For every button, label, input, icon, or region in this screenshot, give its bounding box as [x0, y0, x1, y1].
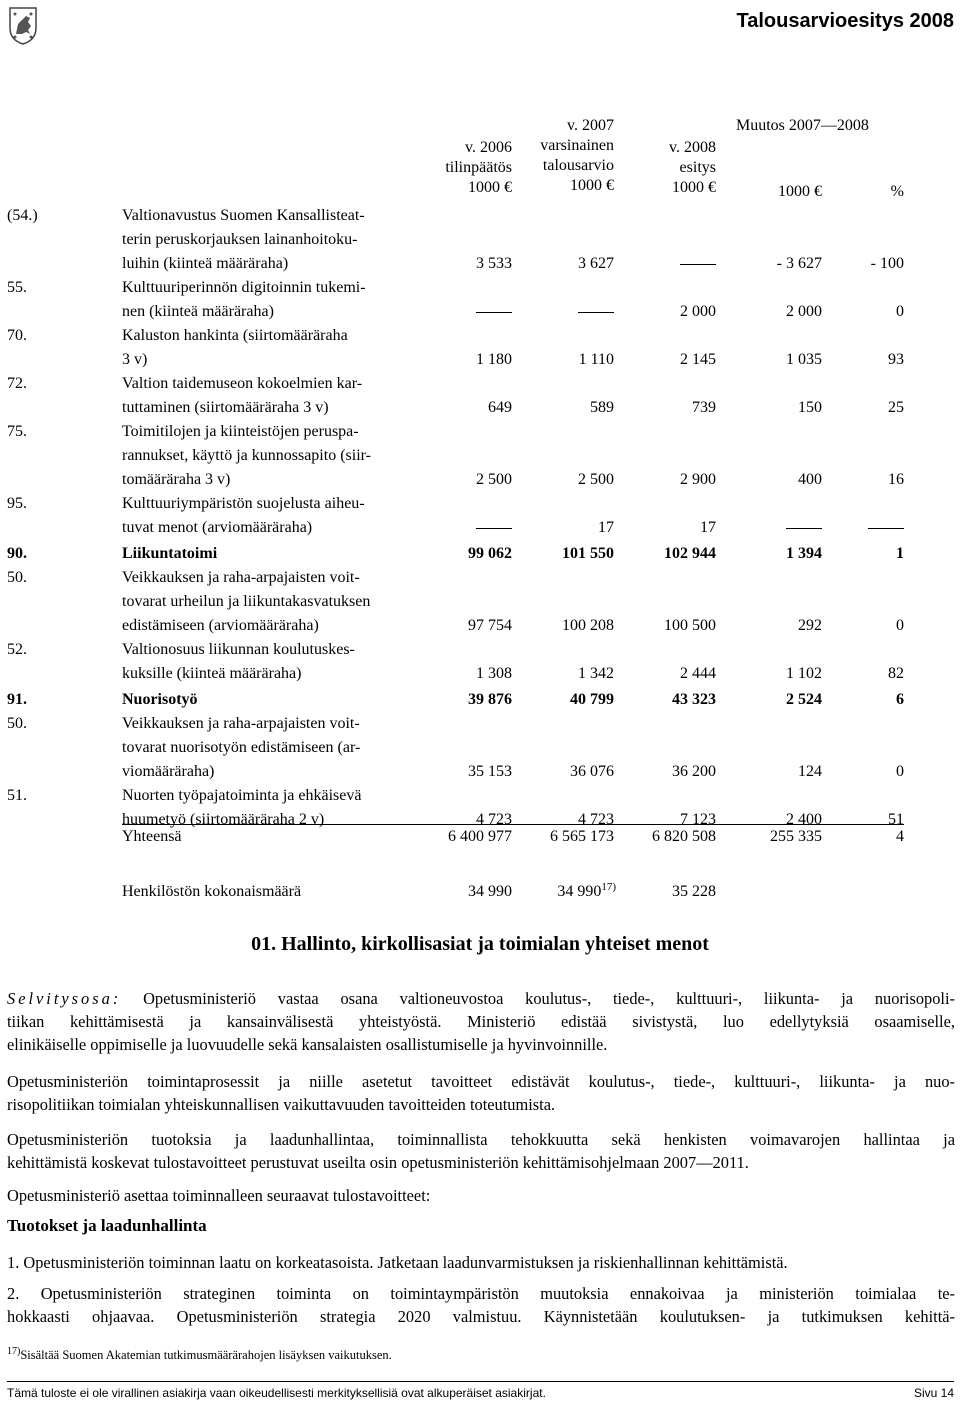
row-label: Nuorisotyö [122, 691, 198, 708]
row-value: 36 076 [570, 763, 614, 780]
row-label: Toimitilojen ja kiinteistöjen peruspa- [122, 423, 359, 440]
row-value: 0 [896, 617, 904, 634]
row-label: Valtion taidemuseon kokoelmien kar- [122, 375, 363, 392]
selvitysosa-label: Selvitysosa: [7, 989, 122, 1008]
row-value: 101 550 [562, 545, 614, 562]
dash-mark [578, 312, 614, 313]
paragraph-line: hokkaasti ohjaavaa. Opetusministeriön strategia 2020 valmistuu. Käynnistetään koulutuksen- ja tutkimuksen kehittä- [7, 1307, 955, 1326]
row-value: 25 [888, 399, 904, 416]
row-value: 1 308 [476, 665, 512, 682]
col-header-2008 [669, 138, 716, 198]
row-value: 649 [488, 399, 512, 416]
row-value: 4 723 [476, 811, 512, 828]
row-value: 589 [590, 399, 614, 416]
lion-crest-icon [4, 4, 42, 46]
row-value: 82 [888, 665, 904, 682]
paragraph-2 [7, 1070, 955, 1116]
row-code: 70. [7, 327, 27, 344]
row-value [786, 518, 822, 538]
dash-mark [476, 528, 512, 529]
row-label: Kaluston hankinta (siirtomääräraha [122, 327, 348, 344]
row-value [868, 518, 904, 538]
section-title: 01. Hallinto, kirkollisasiat ja toimialan yhteiset menot [251, 933, 709, 955]
col-header-percent: % [890, 183, 904, 200]
col-header-line: esitys [679, 159, 716, 176]
row-value: 739 [692, 399, 716, 416]
row-label: nen (kiinteä määräraha) [122, 303, 274, 320]
row-value: 124 [798, 763, 822, 780]
total-value: 6 400 977 [448, 828, 512, 845]
row-value: 16 [888, 471, 904, 488]
row-label: tovarat urheilun ja liikuntakasvatuksen [122, 593, 371, 610]
row-value: 51 [888, 811, 904, 828]
col-header-line: 1000 € [468, 179, 512, 196]
row-value: 1 102 [786, 665, 822, 682]
row-label: tomääräraha 3 v) [122, 471, 231, 488]
total-value: 6 820 508 [652, 828, 716, 845]
row-value: 3 533 [476, 255, 512, 272]
row-code: (54.) [7, 207, 38, 224]
row-label: Nuorten työpajatoiminta ja ehkäisevä [122, 787, 362, 804]
row-value: 39 876 [468, 691, 512, 708]
col-header-2006 [445, 138, 512, 198]
row-label: tuttaminen (siirtomääräraha 3 v) [122, 399, 329, 416]
page-number: Sivu 14 [913, 1386, 954, 1400]
row-label: huumetyö (siirtomääräraha 2 v) [122, 811, 325, 828]
row-value: 2 500 [476, 471, 512, 488]
row-label: Kulttuuriympäristön suojelusta aiheu- [122, 495, 365, 512]
row-label: rannukset, käyttö ja kunnossapito (siir- [122, 447, 371, 464]
row-value: 3 627 [578, 255, 614, 272]
footnote-ref: 17) [601, 881, 616, 893]
total-value: 4 [896, 828, 904, 845]
row-code: 95. [7, 495, 27, 512]
col-header-line: v. 2006 [465, 139, 512, 156]
col-header-2007 [540, 116, 614, 196]
row-value: 102 944 [664, 545, 716, 562]
row-value: 4 723 [578, 811, 614, 828]
row-value: 1 035 [786, 351, 822, 368]
row-label: 3 v) [122, 351, 148, 368]
row-code: 50. [7, 569, 27, 586]
row-value [578, 302, 614, 322]
row-code: 50. [7, 715, 27, 732]
dash-mark [786, 528, 822, 529]
paragraph-line: Opetusministeriö asettaa toiminnalleen seuraavat tulostavoitteet: [7, 1186, 431, 1205]
paragraph-4 [7, 1184, 955, 1207]
row-value: 2 500 [578, 471, 614, 488]
row-label: viomääräraha) [122, 763, 215, 780]
row-value: 0 [896, 763, 904, 780]
row-value: 1 180 [476, 351, 512, 368]
total-label: Yhteensä [122, 828, 182, 845]
dash-mark [680, 264, 716, 265]
paragraph-line: 2. Opetusministeriön strateginen toiminta on toimintaympäristön muutoksia ennakoivaa ja ministeriön toimialaa te- [7, 1284, 955, 1303]
row-value: 0 [896, 303, 904, 320]
row-value: 2 145 [680, 351, 716, 368]
row-value [476, 302, 512, 322]
row-code: 91. [7, 691, 27, 708]
row-code: 55. [7, 279, 27, 296]
row-value: 2 000 [786, 303, 822, 320]
row-value [476, 518, 512, 538]
col-header-line: v. 2007 [567, 117, 614, 134]
row-code: 51. [7, 787, 27, 804]
row-value: 7 123 [680, 811, 716, 828]
row-value: 2 900 [680, 471, 716, 488]
row-label: Veikkauksen ja raha-arpajaisten voit- [122, 715, 360, 732]
row-value: 150 [798, 399, 822, 416]
row-label: Veikkauksen ja raha-arpajaisten voit- [122, 569, 360, 586]
row-value: 97 754 [468, 617, 512, 634]
row-value: 1 394 [786, 545, 822, 562]
col-header-line: varsinainen [540, 137, 614, 154]
col-header-line: v. 2008 [669, 139, 716, 156]
col-header-line: 1000 € [672, 179, 716, 196]
col-header-change-unit: 1000 € [778, 183, 822, 200]
dash-mark [476, 312, 512, 313]
row-value: 2 400 [786, 811, 822, 828]
goal-item-2 [7, 1282, 955, 1328]
row-value: 400 [798, 471, 822, 488]
row-value: 2 444 [680, 665, 716, 682]
row-code: 72. [7, 375, 27, 392]
subheading: Tuotokset ja laadunhallinta [7, 1216, 207, 1235]
row-label: tuvat menot (arviomääräraha) [122, 519, 313, 536]
paragraph-line [7, 987, 955, 1010]
staff-value: 34 990 [557, 883, 602, 900]
paragraph-line: kehittämistä koskevat tulostavoitteet perustuvat useilta osin opetusministeriön kehittämisohjelmaan 2007—2011. [7, 1153, 749, 1172]
row-label: terin peruskorjauksen lainanhoitoku- [122, 231, 358, 248]
paragraph-selvitysosa [7, 987, 955, 1056]
row-value: 100 208 [562, 617, 614, 634]
staff-label: Henkilöstön kokonaismäärä [122, 883, 302, 900]
col-header-line: talousarvio [542, 157, 614, 174]
paragraph-line: 1. Opetusministeriön toiminnan laatu on korkeatasoista. Jatketaan laadunvarmistuksen ja riskienhallinnan kehittämistä. [7, 1253, 788, 1272]
footnote [7, 1346, 392, 1363]
document-title: Talousarvioesitys 2008 [736, 10, 954, 32]
row-label: edistämiseen (arviomääräraha) [122, 617, 319, 634]
row-value: 93 [888, 351, 904, 368]
total-rule [122, 824, 904, 825]
row-value: - 100 [870, 255, 904, 272]
paragraph-line: tiikan kehittämisestä ja kansainvälisestä yhteistyöstä. Ministeriö edistää sivistystä, luo edellytyksiä osaamiselle, [7, 1012, 955, 1031]
row-value: 1 110 [578, 351, 614, 368]
row-value: 40 799 [570, 691, 614, 708]
goal-item-1 [7, 1251, 955, 1274]
footnote-mark: 17) [7, 1346, 21, 1357]
footer-rule [7, 1381, 954, 1382]
row-label: Kulttuuriperinnön digitoinnin tukemi- [122, 279, 366, 296]
row-value: 292 [798, 617, 822, 634]
row-label: Valtionavustus Suomen Kansallisteat- [122, 207, 365, 224]
row-value: - 3 627 [776, 255, 822, 272]
row-value: 35 153 [468, 763, 512, 780]
row-value: 17 [598, 519, 614, 536]
row-value [680, 254, 716, 274]
staff-value-2006: 34 990 [468, 883, 512, 900]
dash-mark [868, 528, 904, 529]
row-code: 90. [7, 545, 27, 562]
row-label: luihin (kiinteä määräraha) [122, 255, 289, 272]
row-value: 17 [700, 519, 716, 536]
row-value: 99 062 [468, 545, 512, 562]
row-value: 43 323 [672, 691, 716, 708]
paragraph-line: risopolitiikan toimialan yhteiskunnallisen vaikuttavuuden tavoitteiden toteutumista. [7, 1095, 556, 1114]
paragraph-line: Opetusministeriön tuotoksia ja laadunhallintaa, toiminnallista tehokkuutta sekä henkisten voimavarojen hallintaa ja [7, 1130, 955, 1149]
row-code: 52. [7, 641, 27, 658]
row-code: 75. [7, 423, 27, 440]
staff-value-2008: 35 228 [672, 883, 716, 900]
col-header-line: 1000 € [570, 177, 614, 194]
row-value: 2 000 [680, 303, 716, 320]
row-label: kuksille (kiinteä määräraha) [122, 665, 302, 682]
row-value: 1 [896, 545, 904, 562]
total-value: 255 335 [770, 828, 822, 845]
row-value: 6 [896, 691, 904, 708]
paragraph-line: Opetusministeriön toimintaprosessit ja niille asetetut tavoitteet edistävät koulutus-, tiede-, kulttuuri-, liikunta- ja nuo- [7, 1072, 955, 1091]
row-label: Valtionosuus liikunnan koulutuskes- [122, 641, 355, 658]
row-value: 2 524 [786, 691, 822, 708]
row-label: Liikuntatoimi [122, 545, 218, 562]
text: Opetusministeriö vastaa osana valtioneuvostoa koulutus-, tiede-, kulttuuri-, liikunta- ja nuorisopoli- [143, 989, 955, 1008]
col-header-line: tilinpäätös [445, 159, 512, 176]
footnote-text: Sisältää Suomen Akatemian tutkimusmäärärahojen lisäyksen vaikutuksen. [20, 1348, 392, 1363]
paragraph-3 [7, 1128, 955, 1174]
total-value: 6 565 173 [550, 828, 614, 845]
col-header-change: Muutos 2007—2008 [736, 117, 869, 134]
footer-disclaimer: Tämä tuloste ei ole virallinen asiakirja vaan oikeudellisesti merkityksellisiä ovat alkuperäiset asiakirjat. [7, 1386, 546, 1400]
row-value: 36 200 [672, 763, 716, 780]
row-value: 1 342 [578, 665, 614, 682]
row-value: 100 500 [664, 617, 716, 634]
row-label: tovarat nuorisotyön edistämiseen (ar- [122, 739, 361, 756]
staff-value-2007 [557, 882, 616, 902]
paragraph-line: elinikäiselle oppimiselle ja luovuudelle sekä kansalaisten osallistumiselle ja hyvinvoinnille. [7, 1035, 608, 1054]
